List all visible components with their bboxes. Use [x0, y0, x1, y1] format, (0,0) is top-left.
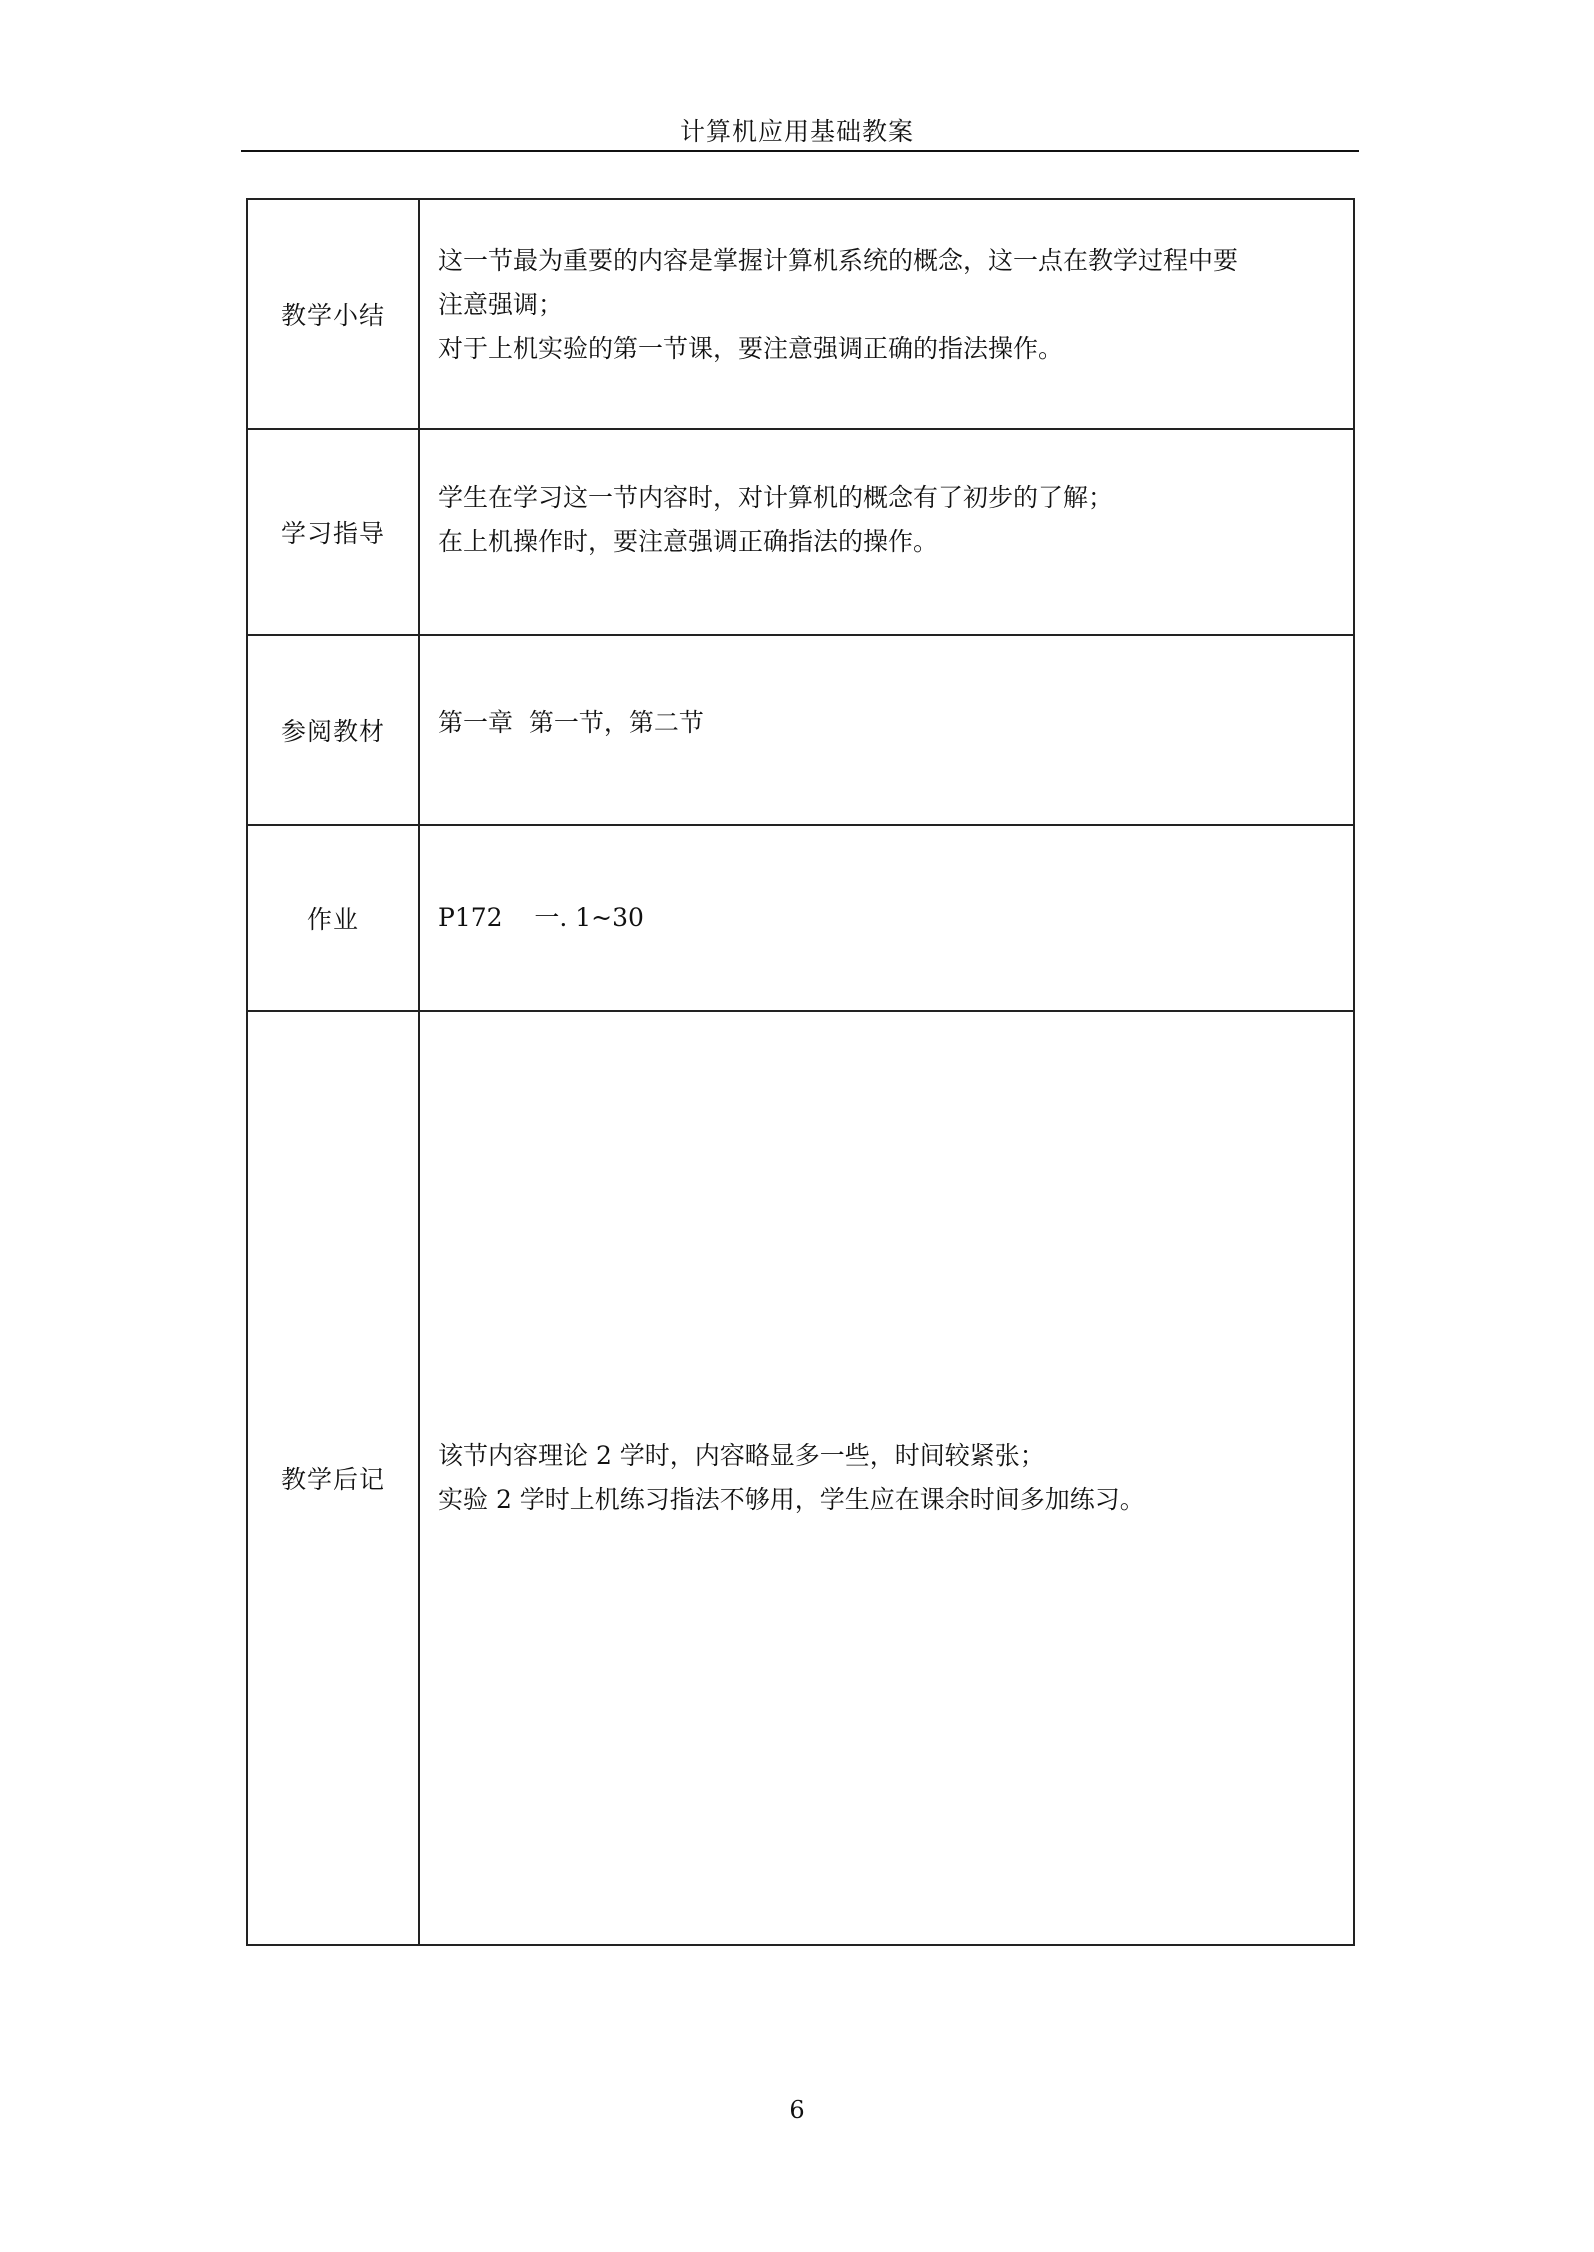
teaching-notes-line-2: 实验 2 学时上机练习指法不够用，学生应在课余时间多加练习。 — [438, 1485, 1145, 1514]
summary-line-1: 这一节最为重要的内容是掌握计算机系统的概念，这一点在教学过程中要 — [438, 246, 1239, 275]
reference-line-1: 第一章 第一节，第二节 — [438, 708, 704, 737]
row-label-reference: 参阅教材 — [247, 635, 419, 825]
row-label-summary: 教学小结 — [247, 199, 419, 429]
summary-line-2: 注意强调； — [438, 290, 564, 319]
study-guide-line-2: 在上机操作时，要注意强调正确指法的操作。 — [438, 527, 939, 556]
homework-line-1: P172 一. 1~30 — [438, 903, 644, 932]
table-row-teaching-notes — [247, 1011, 1354, 1945]
table-row-homework — [247, 825, 1354, 1011]
row-content-study-guide — [419, 429, 1354, 635]
row-content-homework — [419, 825, 1354, 1011]
row-content-reference — [419, 635, 1354, 825]
table-row-reference — [247, 635, 1354, 825]
document-header-title: 计算机应用基础教案 — [679, 117, 914, 146]
teaching-notes-line-1: 该节内容理论 2 学时，内容略显多一些，时间较紧张； — [438, 1441, 1045, 1470]
lesson-plan-table — [246, 198, 1355, 1946]
study-guide-line-1: 学生在学习这一节内容时，对计算机的概念有了初步的了解； — [438, 483, 1114, 512]
row-label-study-guide: 学习指导 — [247, 429, 419, 635]
page-number: 6 — [789, 2096, 805, 2124]
row-label-homework: 作业 — [247, 825, 419, 1011]
table-row-study-guide — [247, 429, 1354, 635]
summary-line-3: 对于上机实验的第一节课，要注意强调正确的指法操作。 — [438, 334, 1064, 363]
table-row-summary — [247, 199, 1354, 429]
header-rule — [241, 150, 1359, 152]
row-label-teaching-notes: 教学后记 — [247, 1011, 419, 1945]
row-content-summary — [419, 199, 1354, 429]
row-content-teaching-notes — [419, 1011, 1354, 1945]
